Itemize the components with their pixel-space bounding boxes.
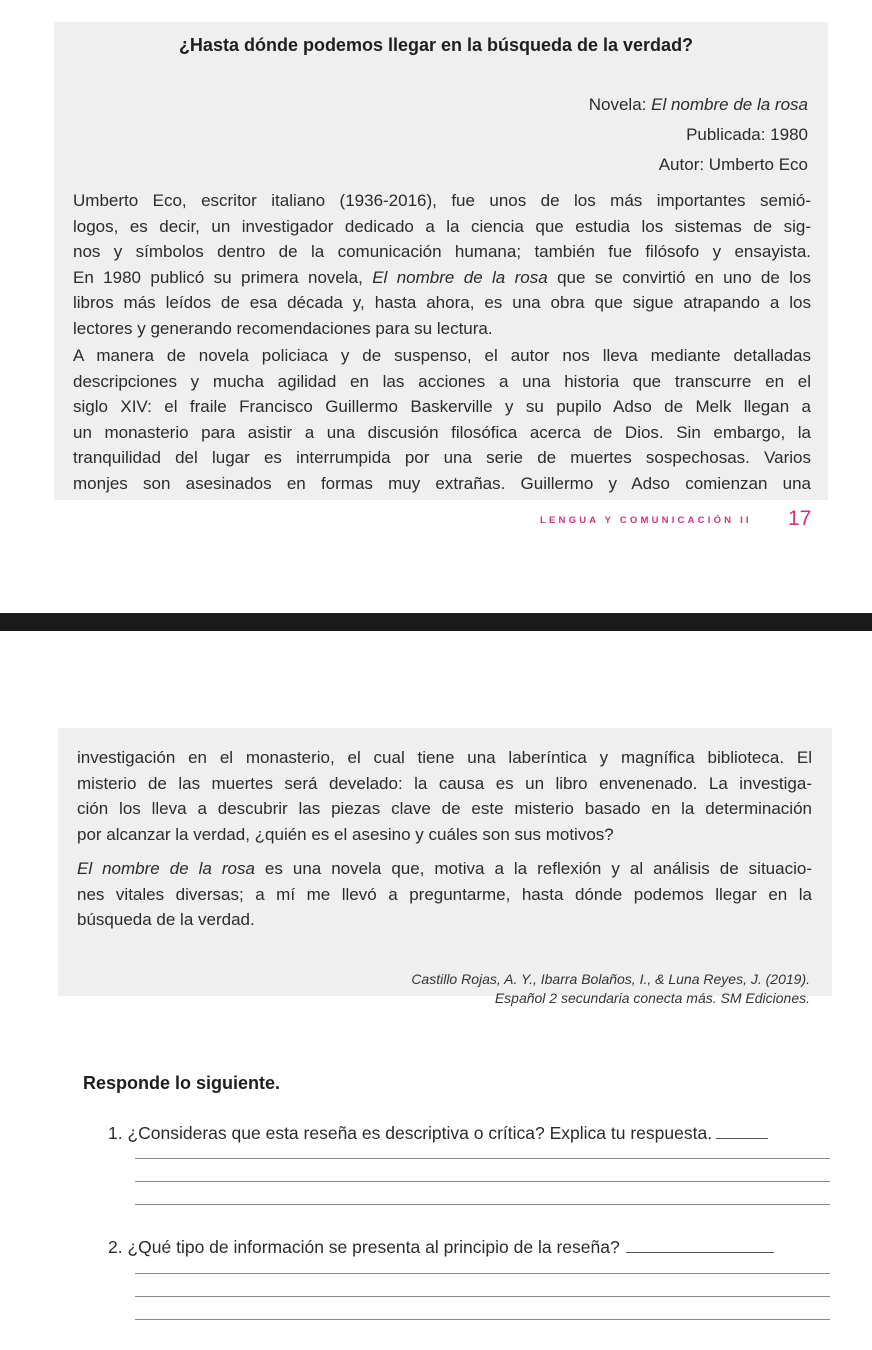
paragraph-line (77, 856, 812, 882)
paragraph-line: ción los lleva a descubrir las piezas clave de este misterio basado en la determinación (77, 799, 812, 818)
paragraph-line: monjes son asesinados en formas muy extrañas. Guillermo y Adso comienzan una (73, 473, 811, 493)
text-fragment: es una novela que, motiva a la reflexión y al análisis de situacio- (254, 859, 812, 878)
author-line: Autor: Umberto Eco (658, 155, 808, 174)
page-divider (0, 613, 872, 631)
paragraph-line: descripciones y mucha agilidad en las acciones a una historia que transcurre en el (73, 371, 811, 391)
answer-line[interactable] (135, 1319, 830, 1320)
footer-series: LENGUA Y COMUNICACIÓN II (540, 515, 752, 526)
answer-line[interactable] (135, 1204, 830, 1205)
question-text: 1. ¿Consideras que esta reseña es descriptiva o crítica? Explica tu respuesta. (108, 1123, 713, 1143)
paragraph-line: un monasterio para asistir a una discusión filosófica acerca de Dios. Sin embargo, la (73, 422, 811, 442)
answer-blank[interactable] (716, 1121, 768, 1139)
paragraph-line: tranquilidad del lugar es interrumpida por una serie de muertes sospechosas. Varios (73, 448, 811, 467)
page-number: 17 (788, 507, 812, 530)
novel-title-inline: El nombre de la rosa (372, 267, 548, 287)
paragraph-line: libros más leídos de esa década y, hasta ahora, es una obra que sigue atrapando a los (73, 293, 811, 312)
novel-line (589, 95, 808, 115)
paragraph-2 (73, 343, 811, 496)
review-title: ¿Hasta dónde podemos llegar en la búsqueda de la verdad? (178, 35, 694, 55)
citation (411, 970, 810, 1008)
paragraph-line: nes vitales diversas; a mí me llevó a preguntarme, hasta dónde podemos llegar en la (77, 884, 812, 904)
citation-line-2: Español 2 secundaria conecta más. SM Ediciones. (494, 990, 810, 1006)
paragraph-line: lectores y generando recomendaciones para su lectura. (73, 318, 493, 338)
paragraph-4 (77, 856, 812, 933)
paragraph-line: nos y símbolos dentro de la comunicación humana; también fue filósofo y ensayista. (73, 242, 811, 261)
answer-line[interactable] (135, 1181, 830, 1182)
citation-line-1: Castillo Rojas, A. Y., Ibarra Bolaños, I., & Luna Reyes, J. (2019). (411, 971, 810, 987)
paragraph-line: A manera de novela policiaca y de suspenso, el autor nos lleva mediante detalladas (73, 346, 811, 365)
question-text: 2. ¿Qué tipo de información se presenta al principio de la reseña? (108, 1237, 620, 1257)
question-1 (108, 1121, 768, 1144)
paragraph-line: siglo XIV: el fraile Francisco Guillermo Baskerville y su pupilo Adso de Melk llegan a (73, 397, 811, 416)
answer-line[interactable] (135, 1296, 830, 1297)
paragraph-3 (77, 745, 812, 847)
paragraph-line: Umberto Eco, escritor italiano (1936-2016), fue unos de los más importantes semió- (73, 191, 811, 210)
answer-blank[interactable] (626, 1235, 774, 1253)
questions-heading: Responde lo siguiente. (83, 1073, 281, 1093)
question-2 (108, 1235, 774, 1258)
paragraph-line (73, 265, 811, 291)
paragraph-line: misterio de las muertes será develado: la causa es un libro envenenado. La investiga- (77, 773, 812, 793)
text-fragment: En 1980 publicó su primera novela, (73, 267, 373, 287)
paragraph-line: por alcanzar la verdad, ¿quién es el asesino y cuáles son sus motivos? (77, 824, 614, 844)
paragraph-1 (73, 188, 811, 341)
novel-title: El nombre de la rosa (651, 95, 808, 114)
published-line: Publicada: 1980 (686, 125, 808, 144)
answer-line[interactable] (135, 1158, 830, 1159)
paragraph-line: logos, es decir, un investigador dedicado a la ciencia que estudia los sistemas de sig- (73, 216, 811, 236)
answer-line[interactable] (135, 1273, 830, 1274)
text-fragment: que se convirtió en uno de los (547, 267, 811, 287)
novel-title-inline: El nombre de la rosa (77, 859, 255, 878)
paragraph-line: búsqueda de la verdad. (77, 910, 255, 929)
novel-label: Novela: (588, 95, 652, 114)
paragraph-line: investigación en el monasterio, el cual tiene una laberíntica y magnífica biblioteca. El (77, 748, 812, 767)
